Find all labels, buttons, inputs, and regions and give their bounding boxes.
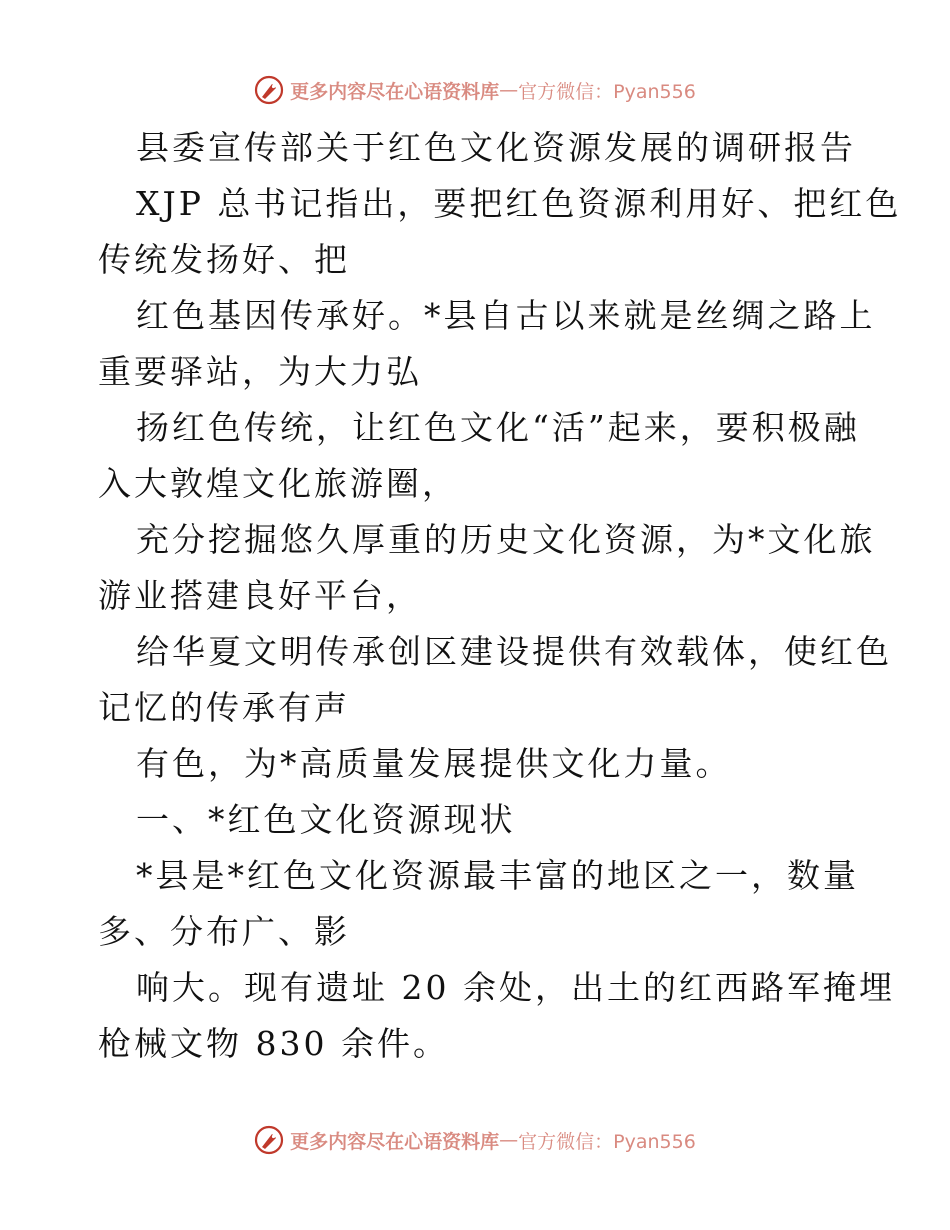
paragraph-line: 扬红色传统，让红色文化“活”起来，要积极融 (136, 408, 860, 447)
document-body (98, 120, 902, 1072)
watermark-brand-text: 更多内容尽在心语资料库 (290, 80, 500, 103)
document-title: 县委宣传部关于红色文化资源发展的调研报告 (136, 128, 856, 167)
paragraph-line: 游业搭建良好平台， (98, 576, 422, 615)
watermark-separator: — (499, 1129, 519, 1151)
watermark-wechat-text: 官方微信：Pyan556 (518, 1130, 696, 1153)
watermark-wechat-text: 官方微信：Pyan556 (518, 80, 696, 103)
paragraph-line: 重要驿站，为大力弘 (98, 352, 422, 391)
paragraph-line: 记忆的传承有声 (98, 688, 350, 727)
paragraph-line: *县是*红色文化资源最丰富的地区之一，数量 (136, 856, 859, 895)
paragraph-line: 多、分布广、影 (98, 912, 350, 951)
paragraph-line: 有色，为*高质量发展提供文化力量。 (136, 744, 732, 783)
header-watermark (0, 70, 950, 110)
paragraph-line: 给华夏文明传承创区建设提供有效载体，使红色 (136, 632, 892, 671)
paragraph-line: 充分挖掘悠久厚重的历史文化资源，为*文化旅 (136, 520, 876, 559)
pen-nib-logo-icon (254, 75, 284, 105)
paragraph-line: 入大敦煌文化旅游圈， (98, 464, 458, 503)
paragraph-line: 响大。现有遗址 20 余处，出土的红西路军掩埋 (136, 968, 895, 1007)
paragraph-line: 传统发扬好、把 (98, 240, 350, 279)
watermark-separator: — (499, 79, 519, 101)
watermark-brand-text: 更多内容尽在心语资料库 (290, 1130, 500, 1153)
pen-nib-logo-icon (254, 1125, 284, 1155)
paragraph-line: 枪械文物 830 余件。 (98, 1024, 449, 1063)
section-heading: 一、*红色文化资源现状 (136, 800, 516, 839)
footer-watermark (0, 1120, 950, 1160)
paragraph-line: XJP 总书记指出，要把红色资源利用好、把红色 (136, 184, 902, 223)
paragraph-line: 红色基因传承好。*县自古以来就是丝绸之路上 (136, 296, 876, 335)
